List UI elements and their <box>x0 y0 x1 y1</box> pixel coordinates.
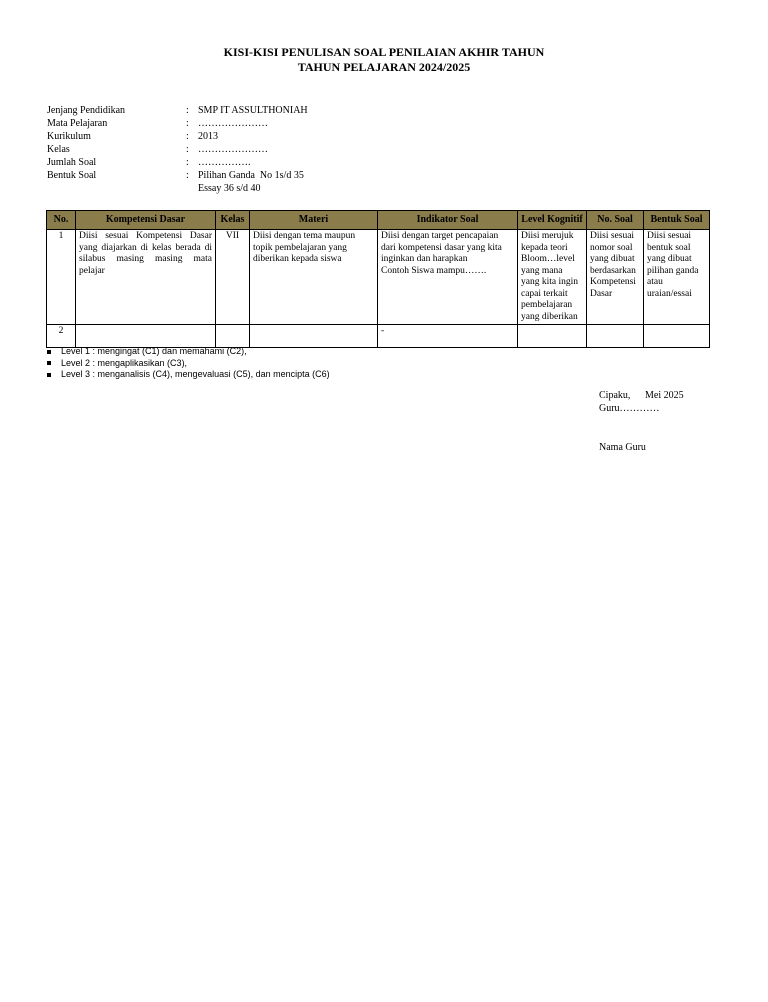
signature-date-line <box>599 389 684 402</box>
cell-indikator-soal: - <box>378 325 518 348</box>
list-item <box>47 369 330 381</box>
header-kompetensi-dasar: Kompetensi Dasar <box>76 211 216 230</box>
list-item <box>47 346 330 358</box>
kisi-kisi-table <box>46 210 710 348</box>
meta-value: 2013 <box>198 131 218 142</box>
meta-value: ……………. <box>198 157 251 168</box>
header-indikator-soal: Indikator Soal <box>378 211 518 230</box>
meta-label: Jumlah Soal <box>47 157 97 168</box>
meta-label: Jenjang Pendidikan <box>47 105 126 116</box>
cell-bentuk-soal <box>644 325 710 348</box>
cell-no: 2 <box>47 325 76 348</box>
meta-value: SMP IT ASSULTHONIAH <box>198 105 308 116</box>
meta-row-mapel <box>47 117 308 130</box>
square-bullet-icon <box>47 373 51 377</box>
meta-colon: : <box>186 170 189 181</box>
signature-date: Mei 2025 <box>645 390 684 401</box>
meta-value: Pilihan Ganda No 1s/d 35 <box>198 170 304 181</box>
table-row <box>47 230 710 325</box>
cell-kompetensi-dasar <box>76 325 216 348</box>
cell-indikator-soal <box>378 230 518 325</box>
cell-kompetensi-dasar: Diisi sesuai Kompetensi Dasar yang diajarkan di kelas berada di silabus masing masing mata pelajar <box>76 230 216 325</box>
document-title <box>0 45 768 75</box>
indikator-example: Contoh Siswa mampu……. <box>381 265 487 276</box>
level-text: Level 2 : mengaplikasikan (C3), <box>61 357 188 368</box>
header-no: No. <box>47 211 76 230</box>
table-row <box>47 325 710 348</box>
square-bullet-icon <box>47 361 51 365</box>
meta-value: ………………… <box>198 144 268 155</box>
list-item <box>47 358 330 370</box>
header-kelas: Kelas <box>216 211 250 230</box>
cell-no-soal <box>587 325 644 348</box>
level-list <box>47 346 330 381</box>
title-line-2: TAHUN PELAJARAN 2024/2025 <box>297 60 471 74</box>
level-text: Level 1 : mengingat (C1) dan memahami (C2), <box>61 346 247 356</box>
signature-place: Cipaku, <box>599 390 631 401</box>
indikator-text: Diisi dengan target pencapaian dari kompetensi dasar yang kita inginkan dan harapkan <box>381 231 502 264</box>
meta-extra-essay: Essay 36 s/d 40 <box>198 183 261 194</box>
meta-row-jenjang <box>47 104 308 117</box>
header-no-soal: No. Soal <box>587 211 644 230</box>
meta-colon: : <box>186 157 189 168</box>
title-line-1: KISI-KISI PENULISAN SOAL PENILAIAN AKHIR TAHUN <box>223 45 545 59</box>
meta-row-jumlah-soal <box>47 156 308 169</box>
signature-block <box>599 389 684 454</box>
header-bentuk-soal: Bentuk Soal <box>644 211 710 230</box>
cell-materi <box>250 325 378 348</box>
signature-name: Nama Guru <box>599 442 646 453</box>
cell-bentuk-soal: Diisi sesuai bentuk soal yang dibuat pilihan ganda atau uraian/essai <box>644 230 710 325</box>
meta-colon: : <box>186 131 189 142</box>
identity-block <box>47 104 308 195</box>
meta-value: ………………… <box>198 118 268 129</box>
meta-label: Bentuk Soal <box>47 170 97 181</box>
header-level-kognitif: Level Kognitif <box>518 211 587 230</box>
meta-label: Mata Pelajaran <box>47 118 108 129</box>
cell-no-soal: Diisi sesuai nomor soal yang dibuat berdasarkan Kompetensi Dasar <box>587 230 644 325</box>
meta-colon: : <box>186 118 189 129</box>
meta-colon: : <box>186 144 189 155</box>
meta-row-bentuk-soal <box>47 169 308 182</box>
level-text: Level 3 : menganalisis (C4), mengevaluasi (C5), dan mencipta (C6) <box>61 369 330 379</box>
cell-level-kognitif: Diisi merujuk kepada teori Bloom…level yang mana yang kita ingin capai terkait pembelajaran yang diberikan <box>518 230 587 325</box>
cell-no: 1 <box>47 230 76 325</box>
header-materi: Materi <box>250 211 378 230</box>
signature-role: Guru………… <box>599 403 660 414</box>
meta-label: Kurikulum <box>47 131 91 142</box>
meta-row-kurikulum <box>47 130 308 143</box>
cell-level-kognitif <box>518 325 587 348</box>
meta-colon: : <box>186 105 189 116</box>
cell-kelas: VII <box>216 230 250 325</box>
cell-materi: Diisi dengan tema maupun topik pembelajaran yang diberikan kepada siswa <box>250 230 378 325</box>
table-header-row <box>47 211 710 230</box>
cell-kelas <box>216 325 250 348</box>
meta-row-kelas <box>47 143 308 156</box>
square-bullet-icon <box>47 350 51 354</box>
meta-label: Kelas <box>47 144 70 155</box>
